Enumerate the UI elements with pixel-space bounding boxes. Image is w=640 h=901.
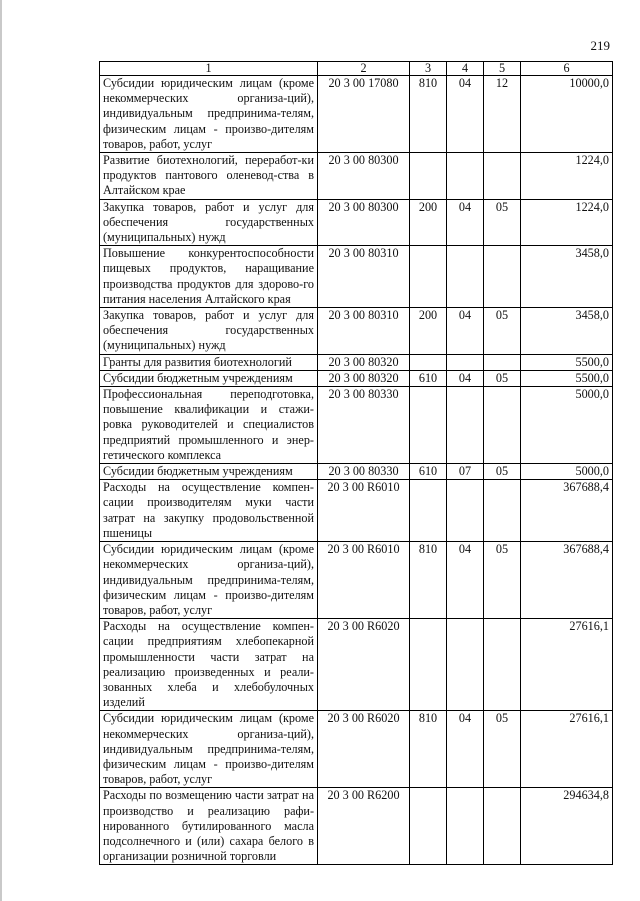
row-code: 20 3 00 80330 xyxy=(318,387,410,464)
row-code: 20 3 00 17080 xyxy=(318,76,410,153)
row-code: 20 3 00 80320 xyxy=(318,354,410,370)
row-code: 20 3 00 R6200 xyxy=(318,788,410,865)
table-row xyxy=(100,308,613,355)
row-name: Закупка товаров, работ и услуг для обеспечения государственных (муниципальных) нужд xyxy=(100,308,318,355)
row-name: Расходы на осуществление компен-сации производителям муки части затрат на закупку продовольственной пшеницы xyxy=(100,480,318,542)
header-cell: 1 xyxy=(100,62,318,76)
row-vr: 200 xyxy=(410,199,447,246)
row-vr xyxy=(410,619,447,711)
row-rz xyxy=(447,387,484,464)
header-cell: 4 xyxy=(447,62,484,76)
row-vr: 610 xyxy=(410,464,447,480)
page-number: 219 xyxy=(590,38,610,53)
table-row xyxy=(100,788,613,865)
row-amount: 294634,8 xyxy=(521,788,613,865)
row-rz: 04 xyxy=(447,199,484,246)
row-rz: 04 xyxy=(447,370,484,386)
row-amount: 5500,0 xyxy=(521,370,613,386)
row-amount: 27616,1 xyxy=(521,711,613,788)
row-pr: 05 xyxy=(484,308,521,355)
row-rz: 04 xyxy=(447,711,484,788)
row-code: 20 3 00 80310 xyxy=(318,308,410,355)
row-vr: 200 xyxy=(410,308,447,355)
row-vr xyxy=(410,354,447,370)
row-amount: 5000,0 xyxy=(521,387,613,464)
table-row xyxy=(100,464,613,480)
page-left-edge xyxy=(0,0,2,901)
row-code: 20 3 00 R6020 xyxy=(318,619,410,711)
table-row xyxy=(100,153,613,200)
table-row xyxy=(100,199,613,246)
row-pr: 05 xyxy=(484,199,521,246)
header-row xyxy=(100,62,613,76)
row-pr xyxy=(484,354,521,370)
row-rz xyxy=(447,354,484,370)
row-vr: 810 xyxy=(410,542,447,619)
table-row xyxy=(100,619,613,711)
table-row xyxy=(100,354,613,370)
row-name: Повышение конкурентоспособности пищевых продуктов, наращивание производства продуктов для здорово-го питания населения Алтайского края xyxy=(100,246,318,308)
table-row xyxy=(100,76,613,153)
row-name: Субсидии юридическим лицам (кроме некоммерческих организа-ций), индивидуальным предпринима-телям, физическим лицам - произво-дителям товаров, работ, услуг xyxy=(100,76,318,153)
row-rz: 04 xyxy=(447,542,484,619)
budget-table xyxy=(99,61,613,865)
table-row xyxy=(100,542,613,619)
row-pr: 05 xyxy=(484,542,521,619)
row-pr xyxy=(484,480,521,542)
row-rz xyxy=(447,480,484,542)
row-rz: 07 xyxy=(447,464,484,480)
row-rz xyxy=(447,246,484,308)
row-amount: 10000,0 xyxy=(521,76,613,153)
row-vr xyxy=(410,153,447,200)
table-row xyxy=(100,711,613,788)
row-code: 20 3 00 R6010 xyxy=(318,542,410,619)
table-row xyxy=(100,480,613,542)
row-code: 20 3 00 80320 xyxy=(318,370,410,386)
row-amount: 1224,0 xyxy=(521,153,613,200)
row-pr: 05 xyxy=(484,464,521,480)
row-code: 20 3 00 80330 xyxy=(318,464,410,480)
row-amount: 5000,0 xyxy=(521,464,613,480)
row-rz xyxy=(447,788,484,865)
row-amount: 3458,0 xyxy=(521,308,613,355)
row-amount: 5500,0 xyxy=(521,354,613,370)
row-rz xyxy=(447,153,484,200)
row-pr: 05 xyxy=(484,370,521,386)
row-name: Расходы по возмещению части затрат на производство и реализацию рафи-нированного бутилированного масла подсолнечного и (или) сахара белого в организации розничной торговли xyxy=(100,788,318,865)
row-amount: 1224,0 xyxy=(521,199,613,246)
row-name: Расходы на осуществление компен-сации предприятиям хлебопекарной промышленности части затрат на реализацию произведенных и реали-зованных хлеба и хлебобулочных изделий xyxy=(100,619,318,711)
row-vr xyxy=(410,480,447,542)
header-cell: 2 xyxy=(318,62,410,76)
row-name: Субсидии юридическим лицам (кроме некоммерческих организа-ций), индивидуальным предпринима-телям, физическим лицам - произво-дителям товаров, работ, услуг xyxy=(100,711,318,788)
row-rz: 04 xyxy=(447,76,484,153)
row-pr xyxy=(484,788,521,865)
row-pr xyxy=(484,246,521,308)
table-row xyxy=(100,370,613,386)
row-rz xyxy=(447,619,484,711)
row-vr xyxy=(410,387,447,464)
row-name: Субсидии юридическим лицам (кроме некоммерческих организа-ций), индивидуальным предпринима-телям, физическим лицам - произво-дителям товаров, работ, услуг xyxy=(100,542,318,619)
row-pr: 05 xyxy=(484,711,521,788)
row-code: 20 3 00 80300 xyxy=(318,153,410,200)
table-row xyxy=(100,246,613,308)
row-code: 20 3 00 80300 xyxy=(318,199,410,246)
row-code: 20 3 00 R6010 xyxy=(318,480,410,542)
row-name: Субсидии бюджетным учреждениям xyxy=(100,464,318,480)
row-name: Гранты для развития биотехнологий xyxy=(100,354,318,370)
row-pr xyxy=(484,387,521,464)
row-rz: 04 xyxy=(447,308,484,355)
table-row xyxy=(100,387,613,464)
row-name: Закупка товаров, работ и услуг для обеспечения государственных (муниципальных) нужд xyxy=(100,199,318,246)
row-vr xyxy=(410,246,447,308)
row-name: Развитие биотехнологий, переработ-ки продуктов пантового оленевод-ства в Алтайском крае xyxy=(100,153,318,200)
row-amount: 3458,0 xyxy=(521,246,613,308)
row-vr xyxy=(410,788,447,865)
row-pr: 12 xyxy=(484,76,521,153)
row-pr xyxy=(484,619,521,711)
header-cell: 3 xyxy=(410,62,447,76)
header-cell: 6 xyxy=(521,62,613,76)
row-amount: 367688,4 xyxy=(521,542,613,619)
row-code: 20 3 00 R6020 xyxy=(318,711,410,788)
row-vr: 610 xyxy=(410,370,447,386)
row-amount: 367688,4 xyxy=(521,480,613,542)
header-cell: 5 xyxy=(484,62,521,76)
row-amount: 27616,1 xyxy=(521,619,613,711)
row-name: Субсидии бюджетным учреждениям xyxy=(100,370,318,386)
row-code: 20 3 00 80310 xyxy=(318,246,410,308)
row-pr xyxy=(484,153,521,200)
row-vr: 810 xyxy=(410,711,447,788)
row-name: Профессиональная переподготовка, повышение квалификации и стажи-ровка руководителей и специалистов предприятий промышленного и энер-гетического комплекса xyxy=(100,387,318,464)
row-vr: 810 xyxy=(410,76,447,153)
